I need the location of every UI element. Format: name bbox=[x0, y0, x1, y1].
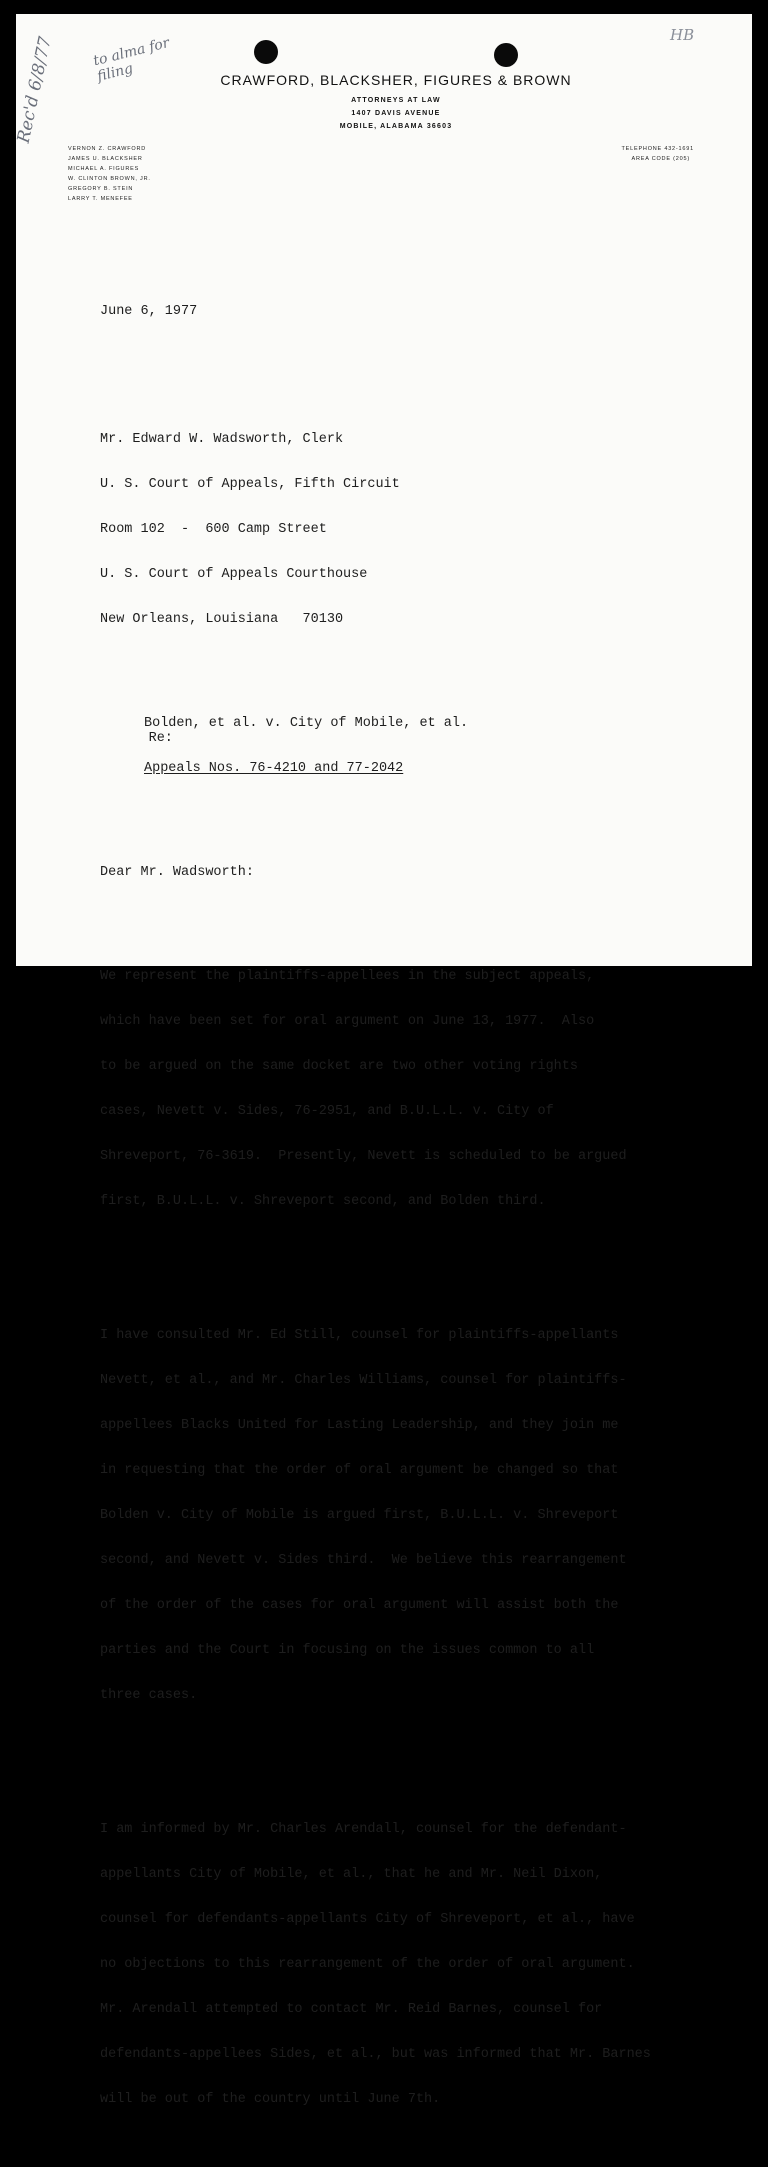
partner-name: LARRY T. MENEFEE bbox=[68, 196, 133, 202]
partner-name: W. CLINTON BROWN, JR. bbox=[68, 176, 151, 182]
letter-date: June 6, 1977 bbox=[100, 304, 198, 319]
paragraph-line: first, B.U.L.L. v. Shreveport second, and Bolden third. bbox=[100, 1194, 546, 1209]
paragraph-line: Bolden v. City of Mobile is argued first, B.U.L.L. v. Shreveport bbox=[100, 1508, 619, 1523]
paragraph-line: I am informed by Mr. Charles Arendall, counsel for the defendant- bbox=[100, 1822, 627, 1837]
handwritten-initials: HB bbox=[670, 26, 695, 44]
firm-name: CRAWFORD, BLACKSHER, FIGURES & BROWN bbox=[220, 72, 572, 88]
handwritten-received-note: Rec'd 6/8/77 bbox=[13, 34, 56, 145]
partner-name: GREGORY B. STEIN bbox=[68, 186, 134, 192]
re-case: Bolden, et al. v. City of Mobile, et al. bbox=[144, 716, 469, 731]
letterhead bbox=[216, 72, 576, 133]
paragraph-line: I have consulted Mr. Ed Still, counsel for plaintiffs-appellants bbox=[100, 1328, 619, 1343]
punch-hole-left bbox=[254, 40, 278, 64]
telephone-block bbox=[622, 144, 695, 164]
letterhead-line: ATTORNEYS AT LAW bbox=[351, 97, 441, 104]
paragraph-1 bbox=[100, 939, 730, 1239]
area-code: AREA CODE (205) bbox=[631, 156, 690, 162]
paragraph-line: appellants City of Mobile, et al., that he and Mr. Neil Dixon, bbox=[100, 1867, 603, 1882]
paragraph-3 bbox=[100, 1792, 730, 2137]
paragraph-line: in requesting that the order of oral argument be changed so that bbox=[100, 1463, 619, 1478]
paragraph-line: parties and the Court in focusing on the issues common to all bbox=[100, 1643, 595, 1658]
paragraph-line: appellees Blacks United for Lasting Leadership, and they join me bbox=[100, 1418, 619, 1433]
partner-list bbox=[68, 144, 151, 204]
paragraph-line: will be out of the country until June 7th. bbox=[100, 2092, 441, 2107]
re-label: Re: bbox=[148, 731, 173, 746]
letter-body bbox=[100, 274, 730, 2167]
reference-block bbox=[100, 716, 730, 806]
handwritten-filing-note: to alma for filing bbox=[91, 34, 172, 85]
addressee-block bbox=[100, 402, 730, 657]
addressee-line: U. S. Court of Appeals, Fifth Circuit bbox=[100, 477, 400, 492]
letterhead-line: MOBILE, ALABAMA 36603 bbox=[339, 123, 453, 130]
re-appeal-numbers: Appeals Nos. 76-4210 and 77-2042 bbox=[144, 761, 404, 776]
punch-hole-right bbox=[494, 43, 518, 67]
addressee-line: Room 102 - 600 Camp Street bbox=[100, 522, 327, 537]
telephone: TELEPHONE 432-1691 bbox=[621, 146, 694, 152]
partner-name: JAMES U. BLACKSHER bbox=[68, 156, 143, 162]
paragraph-line: We represent the plaintiffs-appellees in the subject appeals, bbox=[100, 969, 595, 984]
letterhead-line: 1407 DAVIS AVENUE bbox=[351, 110, 441, 117]
paragraph-line: counsel for defendants-appellants City of Shreveport, et al., have bbox=[100, 1912, 635, 1927]
addressee-line: U. S. Court of Appeals Courthouse bbox=[100, 567, 368, 582]
partner-name: MICHAEL A. FIGURES bbox=[68, 166, 140, 172]
paragraph-line: defendants-appellees Sides, et al., but was informed that Mr. Barnes bbox=[100, 2047, 651, 2062]
paragraph-line: cases, Nevett v. Sides, 76-2951, and B.U.L.L. v. City of bbox=[100, 1104, 554, 1119]
paragraph-line: second, and Nevett v. Sides third. We believe this rearrangement bbox=[100, 1553, 627, 1568]
paragraph-line: of the order of the cases for oral argument will assist both the bbox=[100, 1598, 619, 1613]
paragraph-line: no objections to this rearrangement of the order of oral argument. bbox=[100, 1957, 635, 1972]
paragraph-2 bbox=[100, 1298, 730, 1733]
salutation: Dear Mr. Wadsworth: bbox=[100, 865, 254, 880]
addressee-line: New Orleans, Louisiana 70130 bbox=[100, 612, 344, 627]
partner-name: VERNON Z. CRAWFORD bbox=[68, 146, 147, 152]
paragraph-line: Mr. Arendall attempted to contact Mr. Reid Barnes, counsel for bbox=[100, 2002, 603, 2017]
paragraph-line: Nevett, et al., and Mr. Charles Williams, counsel for plaintiffs- bbox=[100, 1373, 627, 1388]
paragraph-line: to be argued on the same docket are two other voting rights bbox=[100, 1059, 578, 1074]
paragraph-line: which have been set for oral argument on June 13, 1977. Also bbox=[100, 1014, 595, 1029]
paragraph-line: three cases. bbox=[100, 1688, 198, 1703]
addressee-line: Mr. Edward W. Wadsworth, Clerk bbox=[100, 432, 344, 447]
letter-page bbox=[13, 14, 752, 2107]
paragraph-line: Shreveport, 76-3619. Presently, Nevett is scheduled to be argued bbox=[100, 1149, 627, 1164]
